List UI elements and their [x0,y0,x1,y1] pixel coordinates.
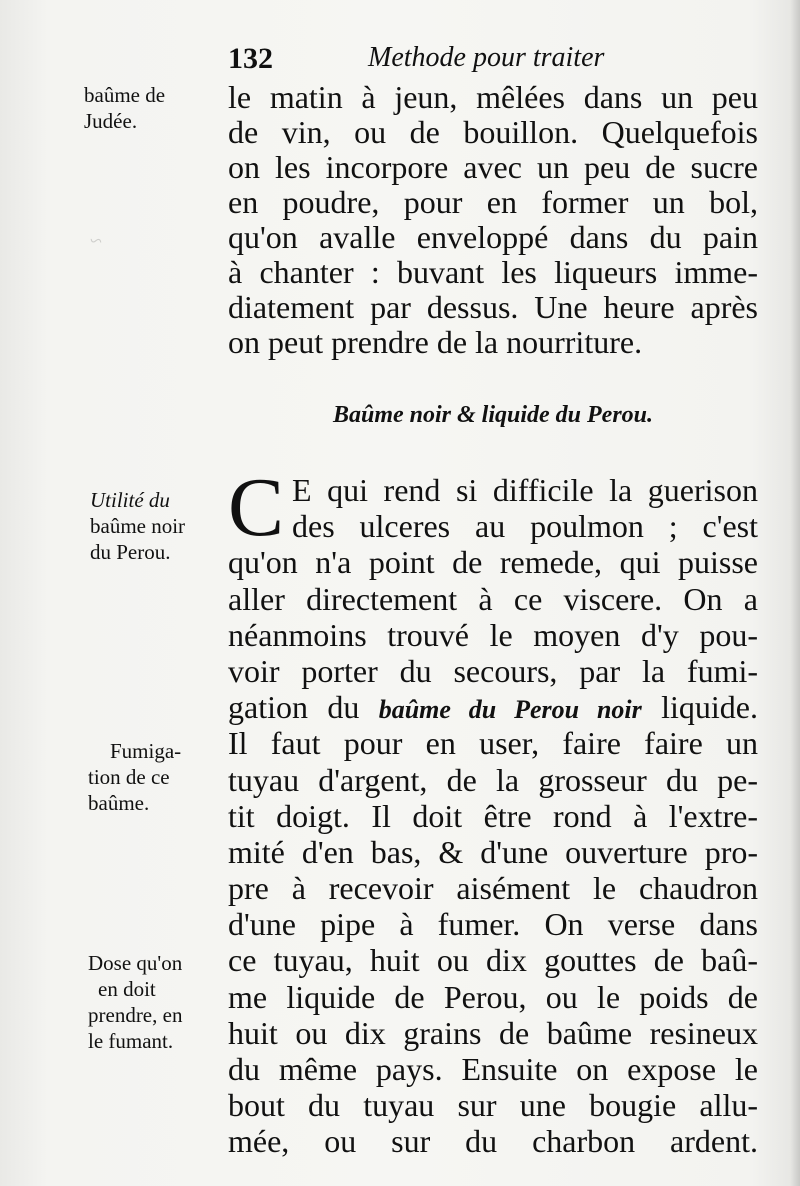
text-line: voir porter du secours, par la fumi- [228,652,758,689]
text-segment: gation du [228,689,379,726]
text-line: bout du tuyau sur une bougie allu- [228,1087,758,1124]
margin-note-3 [88,738,223,816]
text-line: me liquide de Perou, ou le poids de [228,978,758,1015]
page-number: 132 [228,42,273,75]
text-line: mité d'en bas, & d'une ouverture pro- [228,833,758,870]
text-line: à chanter : buvant les liqueurs imme- [228,254,758,290]
margin-note-line: Utilité du [90,488,170,512]
text-line: tit doigt. Il doit être rond à l'extre- [228,797,758,834]
text-line: néanmoins trouvé le moyen d'y pou- [228,616,758,653]
paragraph-2 [228,472,758,1160]
section-heading: Baûme noir & liquide du Perou. [332,402,654,428]
text-line: le matin à jeun, mêlées dans un peu [228,79,758,115]
running-head: Methode pour traiter [368,42,605,73]
margin-note-line: Fumiga- [110,739,182,763]
page-header [228,42,758,82]
text-line: qu'on avalle enveloppé dans du pain [228,219,758,255]
margin-note-line: Dose qu'on [88,951,183,975]
text-line: mée, ou sur du charbon ardent. [228,1123,758,1160]
text-segment: liquide. [641,689,758,726]
margin-note-2 [90,487,225,565]
text-line: on les incorpore avec un peu de sucre [228,149,758,185]
margin-note-line: Judée. [84,109,138,133]
text-line: aller directement à ce viscere. On a [228,580,758,617]
margin-note-line: baûme noir [90,514,186,538]
margin-note-line: le fumant. [88,1029,174,1053]
page-edge-shadow [790,0,800,1186]
text-line: de vin, ou de bouillon. Quelquefois [228,114,758,150]
text-line: pre à recevoir aisément le chaudron [228,870,758,907]
margin-note-line: baûme de [84,83,166,107]
text-line: d'une pipe à fumer. On verse dans [228,906,758,943]
italic-term: baûme du Perou noir [378,695,642,725]
text-line: du même pays. Ensuite on expose le [228,1051,758,1087]
text-line-with-italic [228,689,758,725]
text-line: diatement par dessus. Une heure après [228,289,758,325]
text-line: tuyau d'argent, de la grosseur du pe- [228,761,758,798]
show-through-text: ~ [90,228,102,253]
drop-cap: C [228,461,285,554]
margin-note-line: du Perou. [90,540,171,564]
text-line: en poudre, pour en former un bol, [228,184,758,220]
text-line: Il faut pour en user, faire faire un [228,725,758,762]
margin-note-line: baûme. [88,791,150,815]
text-line: E qui rend si difficile la guerison [292,472,758,508]
text-line: ce tuyau, huit ou dix gouttes de baû- [228,942,758,979]
margin-note-line: en doit [98,977,156,1001]
text-line: qu'on n'a point de remede, qui puisse [228,544,758,581]
text-line: des ulceres au poulmon ; c'est [292,508,758,545]
margin-note-1 [84,82,219,134]
text-line: huit ou dix grains de baûme resineux [228,1014,758,1051]
paragraph-1 [228,80,758,360]
text-line: on peut prendre de la nourriture. [228,324,643,360]
margin-note-line: tion de ce [88,765,170,789]
margin-note-line: prendre, en [88,1003,183,1027]
margin-note-4 [88,950,223,1054]
